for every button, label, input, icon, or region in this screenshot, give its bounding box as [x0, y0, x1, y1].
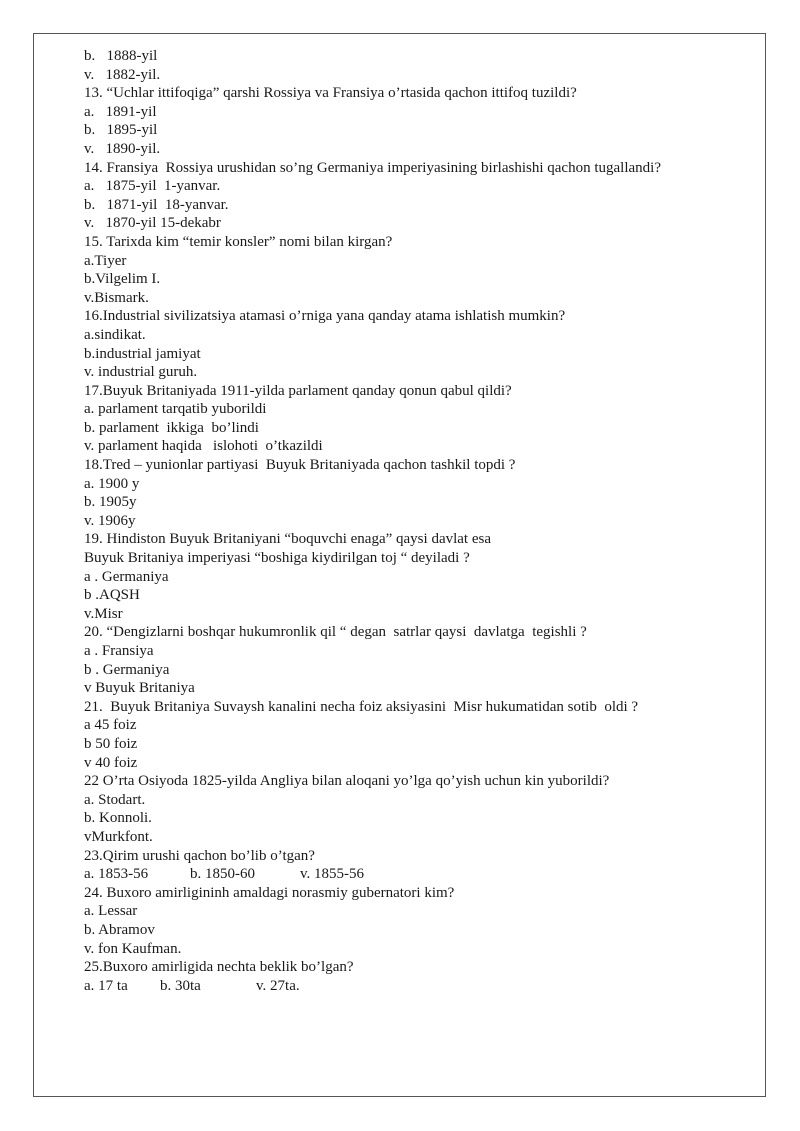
text-line: a . Fransiya: [84, 643, 154, 659]
text-line: a.Tiyer: [84, 252, 127, 269]
text-line: 17.Buyuk Britaniyada 1911-yilda parlament qanday qonun qabul qildi?: [84, 382, 512, 399]
answer-option-v: v. 1855-56: [300, 866, 365, 883]
text-line: v. 1882-yil.: [84, 66, 161, 83]
text-line: v.Bismark.: [84, 289, 149, 306]
text-line: 23.Qirim urushi qachon bo’lib o’tgan?: [84, 847, 315, 864]
text-line: a. 1891-yil: [84, 103, 157, 120]
text-line: 25.Buxoro amirligida nechta beklik bo’lgan?: [84, 959, 354, 976]
question-list-continued: [84, 884, 764, 977]
text-line: a . Germaniya: [84, 568, 169, 585]
text-line: 16.Industrial sivilizatsiya atamasi o’rniga yana qanday atama ishlatish mumkin?: [84, 308, 566, 325]
answer-option-v: v. 27ta.: [256, 977, 300, 994]
text-line: a.sindikat.: [84, 326, 146, 343]
text-line: a. 1900 y: [84, 475, 140, 492]
text-line: b. 1888-yil: [84, 48, 158, 64]
answer-option-b: b. 30ta: [160, 977, 201, 994]
text-line: 22 O’rta Osiyoda 1825-yilda Angliya bilan aloqani yo’lga qo’yish uchun kin yuborildi?: [84, 773, 610, 790]
question-list: [84, 47, 764, 865]
text-line: v.Misr: [84, 605, 123, 622]
answer-option-a: a. 17 ta: [84, 977, 128, 994]
text-line: b.Vilgelim I.: [84, 271, 161, 288]
text-line: vMurkfont.: [84, 828, 153, 845]
document-body: [84, 47, 764, 995]
text-line: 14. Fransiya Rossiya urushidan so’ng Germaniya imperiyasining birlashishi qachon tugallandi?: [84, 159, 661, 176]
text-line: b .AQSH: [84, 587, 140, 604]
text-line: b. Konnoli.: [84, 810, 152, 827]
text-line: 20. “Dengizlarni boshqar hukumronlik qil “ degan satrlar qaysi davlatga tegishli ?: [84, 624, 587, 641]
text-line: b. 1905y: [84, 494, 137, 511]
text-line: b . Germaniya: [84, 661, 170, 678]
text-line: 18.Tred – yunionlar partiyasi Buyuk Britaniyada qachon tashkil topdi ?: [84, 457, 516, 474]
text-line: v. 1906y: [84, 512, 136, 529]
text-line: Buyuk Britaniya imperiyasi “boshiga kiydirilgan toj “ deyiladi ?: [84, 550, 470, 567]
text-line: b.industrial jamiyat: [84, 345, 201, 362]
text-line: v. industrial guruh.: [84, 364, 198, 381]
text-line: v. 1890-yil.: [84, 140, 161, 157]
text-line: a. parlament tarqatib yuborildi: [84, 401, 267, 418]
answer-option-b: b. 1850-60: [190, 866, 255, 883]
text-line: a. Lessar: [84, 903, 138, 920]
text-line: b. 1871-yil 18-yanvar.: [84, 196, 229, 213]
answer-option-a: a. 1853-56: [84, 866, 149, 883]
text-line: b. parlament ikkiga bo’lindi: [84, 419, 259, 436]
text-line: a. 1875-yil 1-yanvar.: [84, 178, 221, 195]
text-line: v. parlament haqida islohoti o’tkazildi: [84, 438, 323, 455]
text-line: v Buyuk Britaniya: [84, 680, 195, 697]
text-line: 19. Hindiston Buyuk Britaniyani “boquvchi enaga” qaysi davlat esa: [84, 531, 491, 548]
text-line: 15. Tarixda kim “temir konsler” nomi bilan kirgan?: [84, 233, 393, 250]
text-line: v. 1870-yil 15-dekabr: [84, 215, 221, 232]
answer-row-q23: [84, 865, 764, 884]
text-line: 21. Buyuk Britaniya Suvaysh kanalini necha foiz aksiyasini Misr hukumatidan sotib oldi ?: [84, 698, 639, 715]
text-line: a 45 foiz: [84, 717, 137, 734]
text-line: b. 1895-yil: [84, 122, 158, 139]
text-line: b. Abramov: [84, 921, 155, 938]
text-line: 13. “Uchlar ittifoqiga” qarshi Rossiya va Fransiya o’rtasida qachon ittifoq tuzildi?: [84, 85, 577, 102]
text-line: v 40 foiz: [84, 754, 138, 771]
text-line: a. Stodart.: [84, 791, 146, 808]
text-line: v. fon Kaufman.: [84, 940, 182, 957]
text-line: b 50 foiz: [84, 735, 138, 752]
answer-row-q25: [84, 977, 764, 996]
text-line: 24. Buxoro amirligininh amaldagi norasmiy gubernatori kim?: [84, 884, 455, 901]
